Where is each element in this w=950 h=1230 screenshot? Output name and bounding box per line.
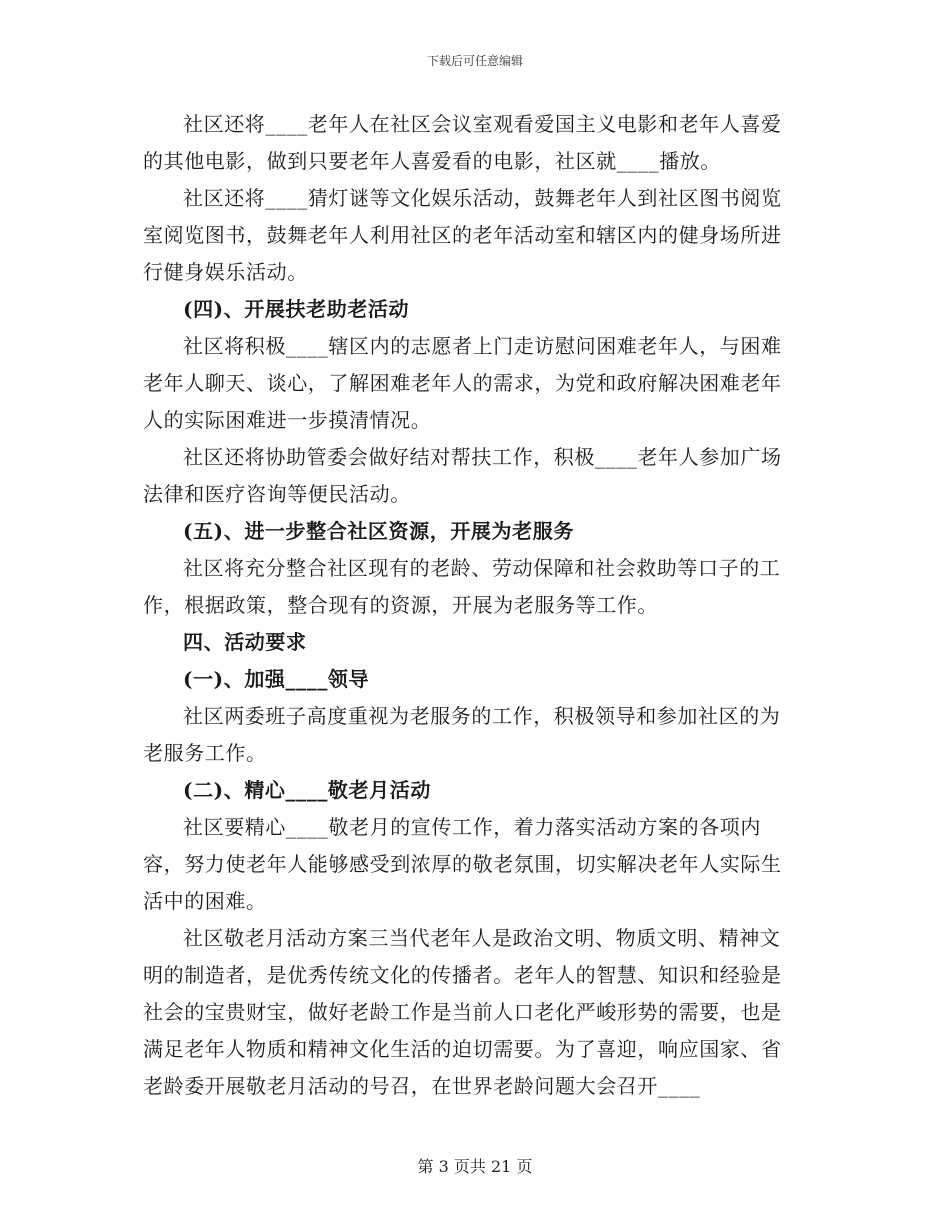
page-header: 下载后可任意编辑 xyxy=(426,54,523,68)
page-footer: 第 3 页共 21 页 xyxy=(417,1157,533,1176)
document-body xyxy=(143,106,795,1105)
paragraph: 社区将积极____辖区内的志愿者上门走访慰问困难老年人，与困难老年人聊天、谈心，了解困难老年人的需求，为党和政府解决困难老年人的实际困难进一步摸清情况。 xyxy=(143,334,782,432)
paragraph: 社区还将协助管委会做好结对帮扶工作，积极____老年人参加广场法律和医疗咨询等便民活动。 xyxy=(143,445,782,506)
section-heading: (四)、开展扶老助老活动 xyxy=(183,297,410,321)
section-heading: (一)、加强____领导 xyxy=(183,667,370,691)
paragraph: 社区敬老月活动方案三当代老年人是政治文明、物质文明、精神文明的制造者，是优秀传统文化的传播者。老年人的智慧、知识和经验是社会的宝贵财宝，做好老龄工作是当前人口老化严峻形势的需要，也是满足老年人物质和精神文化生活的迫切需要。为了喜迎，响应国家、省老龄委开展敬老月活动的号召，在世界老龄问题大会召开____ xyxy=(143,926,782,1098)
paragraph: 社区将充分整合社区现有的老龄、劳动保障和社会救助等口子的工作，根据政策，整合现有的资源，开展为老服务等工作。 xyxy=(143,556,781,617)
paragraph: 社区还将____老年人在社区会议室观看爱国主义电影和老年人喜爱的其他电影，做到只要老年人喜爱看的电影，社区就____播放。 xyxy=(143,112,782,173)
paragraph: 社区要精心____敬老月的宣传工作，着力落实活动方案的各项内容，努力使老年人能够感受到浓厚的敬老氛围，切实解决老年人实际生活中的困难。 xyxy=(143,815,782,913)
section-heading: 四、活动要求 xyxy=(183,630,307,654)
section-heading: (二)、精心____敬老月活动 xyxy=(183,778,431,802)
paragraph: 社区两委班子高度重视为老服务的工作，积极领导和参加社区的为老服务工作。 xyxy=(143,704,781,765)
section-heading: (五)、进一步整合社区资源，开展为老服务 xyxy=(183,519,574,543)
paragraph: 社区还将____猜灯谜等文化娱乐活动，鼓舞老年人到社区图书阅览室阅览图书，鼓舞老年人利用社区的老年活动室和辖区内的健身场所进行健身娱乐活动。 xyxy=(143,186,782,284)
